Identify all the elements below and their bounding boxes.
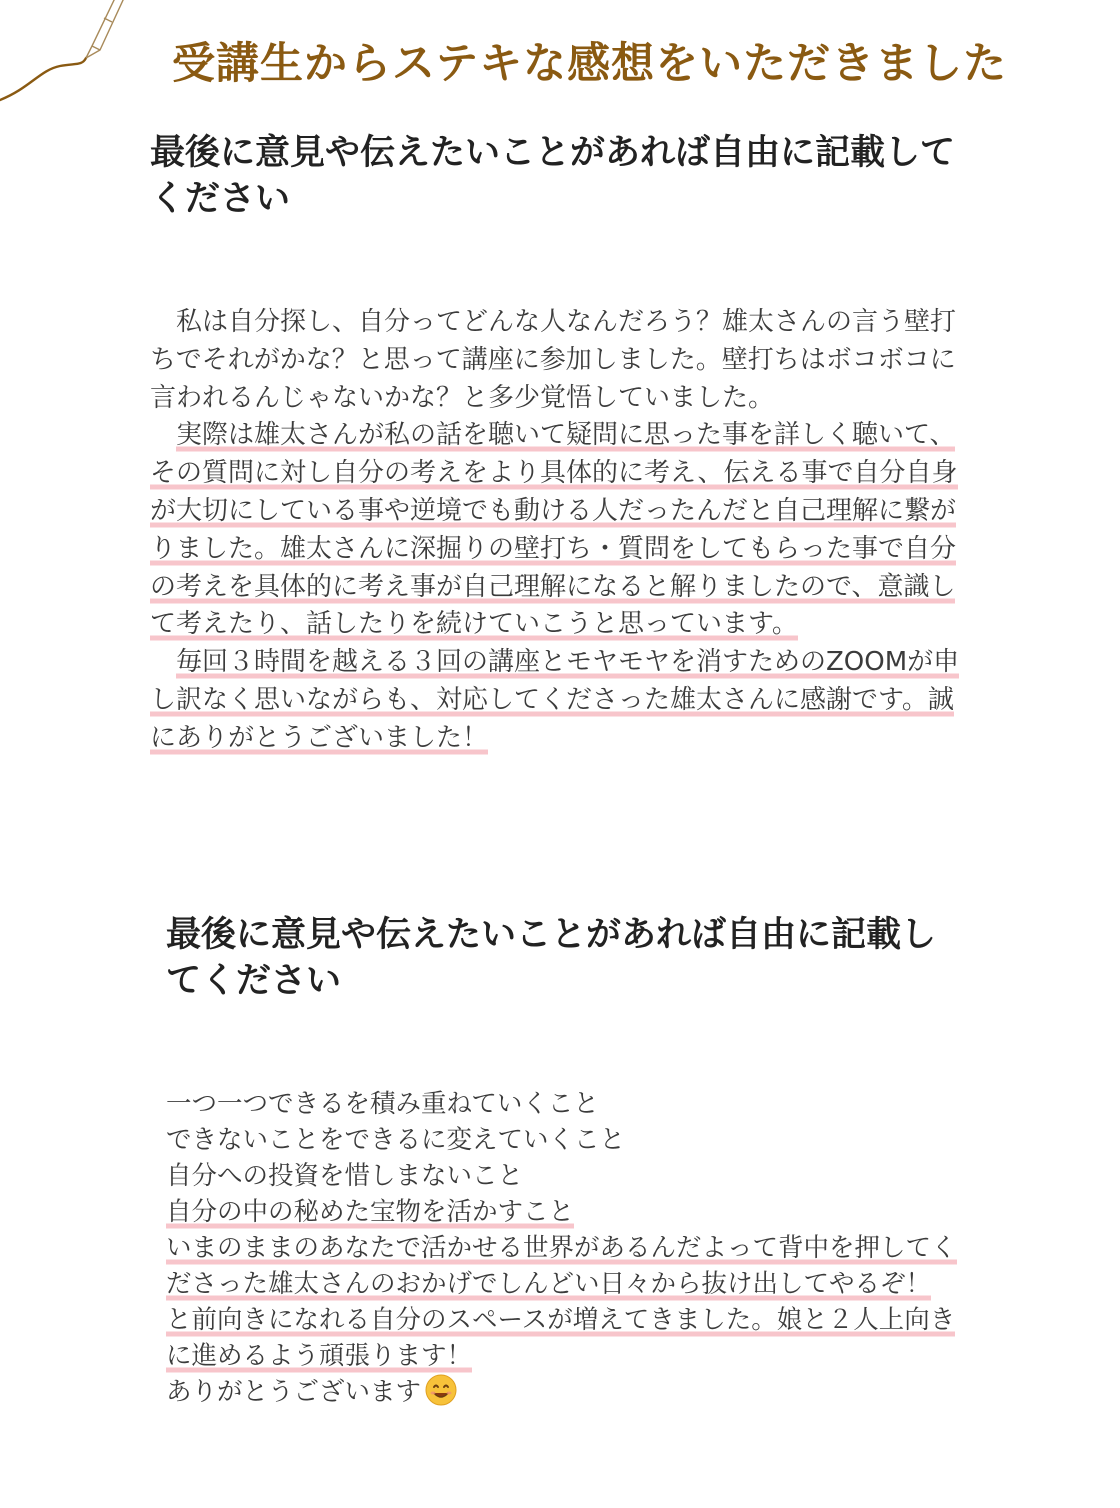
closing-text: ありがとうございます (166, 1377, 422, 1407)
answer-text (150, 304, 970, 758)
answer-line: できないことをできるに変えていくこと (166, 1125, 626, 1155)
page-title: 受講生からステキな感想をいただきました (172, 39, 1008, 89)
answer-line (166, 1194, 966, 1230)
answer-paragraph (150, 644, 970, 757)
highlighted-text: 実際は雄太さんが私の話を聴いて疑問に思った事を詳しく聴いて、その質問に対し自分の考えをより具体的に考え、伝える事で自分自身が大切にしている事や逆境でも動ける人だったんだと自己理解に繋がりました。雄太さんに深掘りの壁打ち・質問をしてもらった事で自分の考えを具体的に考え事が自己理解になると解りましたので、意識して考えたり、話したりを続けていこうと思っています。 (150, 420, 958, 640)
feedback-card-2 (166, 912, 966, 1410)
pencil-icon (0, 0, 140, 110)
answer-text (166, 1086, 966, 1410)
answer-line: 自分への投資を惜しまないこと (166, 1161, 524, 1191)
answer-line: 一つ一つできるを積み重ねていくこと (166, 1089, 599, 1119)
highlighted-text: いまのままのあなたで活かせる世界があるんだよって背中を押してくださった雄太さんのおかげでしんどい日々から抜け出してやるぞ！ (166, 1233, 957, 1299)
smiling-face-icon (425, 1374, 457, 1406)
answer-paragraph: 私は自分探し、自分ってどんな人なんだろう？雄太さんの言う壁打ちでそれがかな？と思って講座に参加しました。壁打ちはボコボコに言われるんじゃないかな？と多少覚悟していました。 (150, 307, 957, 413)
question-heading: 最後に意見や伝えたいことがあれば自由に記載してください (166, 915, 937, 1001)
answer-line (166, 1230, 966, 1302)
answer-line (166, 1302, 966, 1374)
feedback-card-1 (150, 130, 970, 758)
answer-line (166, 1374, 966, 1410)
answer-paragraph (150, 417, 970, 644)
highlighted-text: 自分の中の秘めた宝物を活かすこと (166, 1197, 575, 1227)
highlighted-text: 毎回３時間を越える３回の講座とモヤモヤを消すためのZOOMが申し訳なく思いながらも、対応してくださった雄太さんに感謝です。誠にありがとうございました！ (150, 647, 960, 753)
highlighted-text: と前向きになれる自分のスペースが増えてきました。娘と２人上向きに進めるよう頑張ります！ (166, 1305, 956, 1371)
question-heading: 最後に意見や伝えたいことがあれば自由に記載してください (150, 133, 956, 219)
